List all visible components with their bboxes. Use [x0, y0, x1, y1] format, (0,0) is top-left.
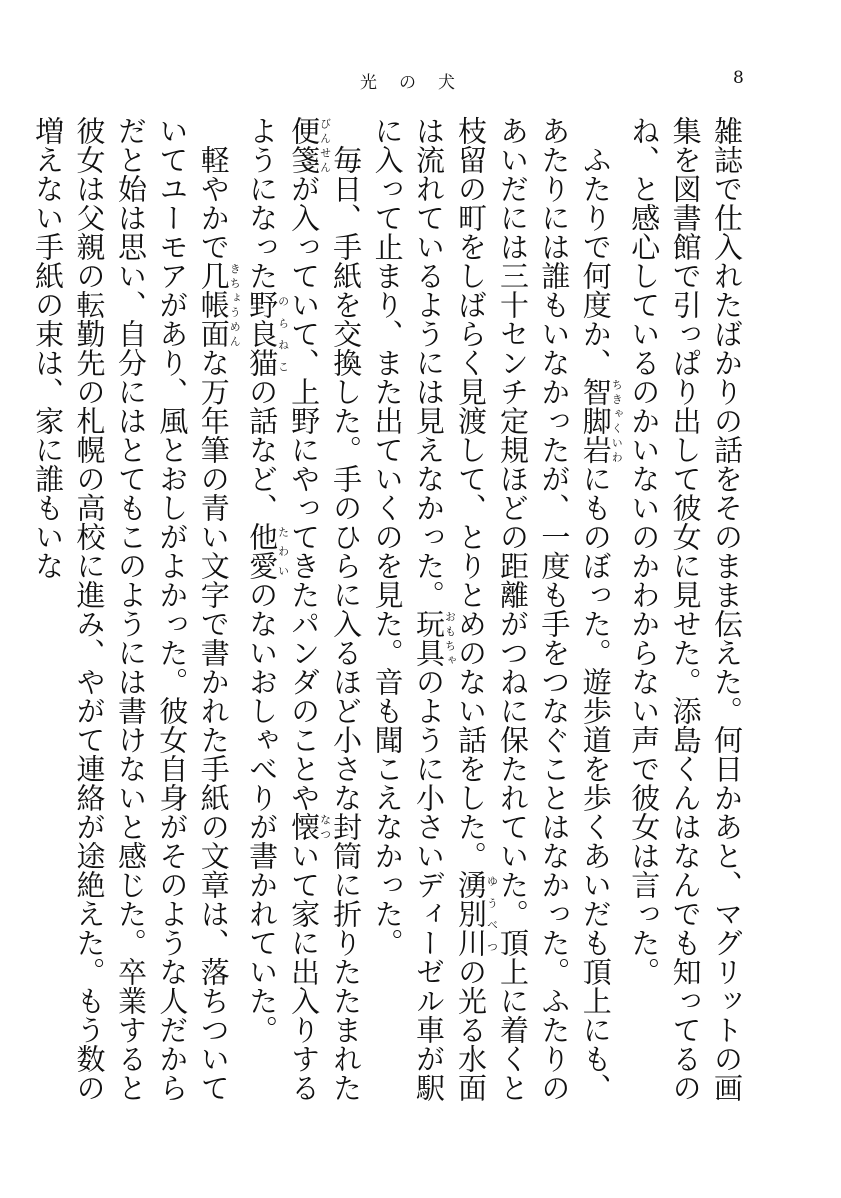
ruby-reading: たわい — [276, 522, 290, 580]
ruby-annotation — [287, 116, 332, 174]
text-run: な万年筆の青い文字で書かれた手紙の文章は、落ちついていてユーモアがあり、風とおしがよかった。彼女自身がそのような人だからだと始は思い、自分にはとてもこのようには書けないと感じた。卒業すると彼女は父親の転勤先の札幌の高校に進み、やがて連絡が途絶えた。もう数の増えない手紙の束は、家に誰もいな — [31, 116, 231, 1102]
ruby-annotation — [287, 812, 332, 841]
text-run: 毎日、手紙を交換した。手のひらに入るほど小さな封筒に折りたたまれた — [329, 116, 364, 1102]
ruby-annotation — [411, 609, 457, 667]
ruby-annotation — [578, 377, 624, 464]
ruby-base: 野良猫 — [245, 290, 280, 377]
ruby-annotation — [196, 261, 242, 348]
ruby-base: 懐 — [287, 812, 322, 841]
ruby-annotation — [245, 290, 290, 377]
text-run: のないおしゃべりが書かれていた。 — [245, 580, 280, 1044]
ruby-base: 玩具 — [411, 609, 446, 667]
ruby-base: 他愛 — [245, 522, 280, 580]
ruby-reading: なつ — [318, 812, 332, 841]
paragraph — [623, 116, 747, 1116]
ruby-annotation — [453, 870, 499, 957]
ruby-reading: のらねこ — [276, 290, 290, 377]
ruby-reading: きちょうめん — [228, 261, 242, 348]
ruby-base: 湧別川 — [453, 870, 488, 957]
text-run: 軽やかで — [196, 116, 231, 261]
ruby-reading: おもちゃ — [443, 609, 457, 667]
text-run: ふたりで何度か、 — [578, 116, 613, 377]
ruby-annotation — [245, 522, 290, 580]
text-run: のように小さいディーゼル車が駅に入って止まり、また出ていくのを見た。音も聞こえなかった。 — [370, 116, 446, 1102]
text-run: 雑誌で仕入れたばかりの話をそのまま伝えた。何日かあと、マグリットの画集を図書館で引っぱり出して彼女に見せた。添島くんはなんでも知ってるのね、と感心しているのかいないのかわからない声で彼女は言った。 — [627, 116, 744, 1102]
ruby-base: 便箋 — [287, 116, 322, 174]
running-title: 光の犬 — [360, 73, 477, 93]
ruby-reading: ゆうべつ — [485, 870, 499, 957]
text-run: にものぼった。遊歩道を歩くあいだも頂上にも、あたりには誰もいなかったが、一度も手をつなぐことはなかった。ふたりのあいだには三十センチ定規ほどの距離がつねに保たれていた。頂上に着くと枝留の町をしばらく見渡して、とりとめのない話をした。 — [453, 116, 613, 1102]
body-text — [31, 116, 747, 1116]
ruby-base: 几帳面 — [196, 261, 231, 348]
text-run: が入っていて、上野にやってきたパンダのことや — [287, 174, 322, 812]
ruby-base: 智脚岩 — [578, 377, 613, 464]
paragraph — [241, 116, 366, 1116]
ruby-reading: びんせん — [318, 116, 332, 174]
paragraph — [366, 116, 623, 1116]
text-run: いて家に出入りするようになった — [245, 116, 322, 1102]
ruby-reading: ちきゃくいわ — [610, 377, 624, 464]
paragraph — [27, 116, 241, 1116]
text-run: の光る水面は流れているようには見えなかった。 — [411, 116, 488, 1102]
text-run: の話など、 — [245, 377, 280, 522]
page-number: 8 — [733, 68, 744, 88]
